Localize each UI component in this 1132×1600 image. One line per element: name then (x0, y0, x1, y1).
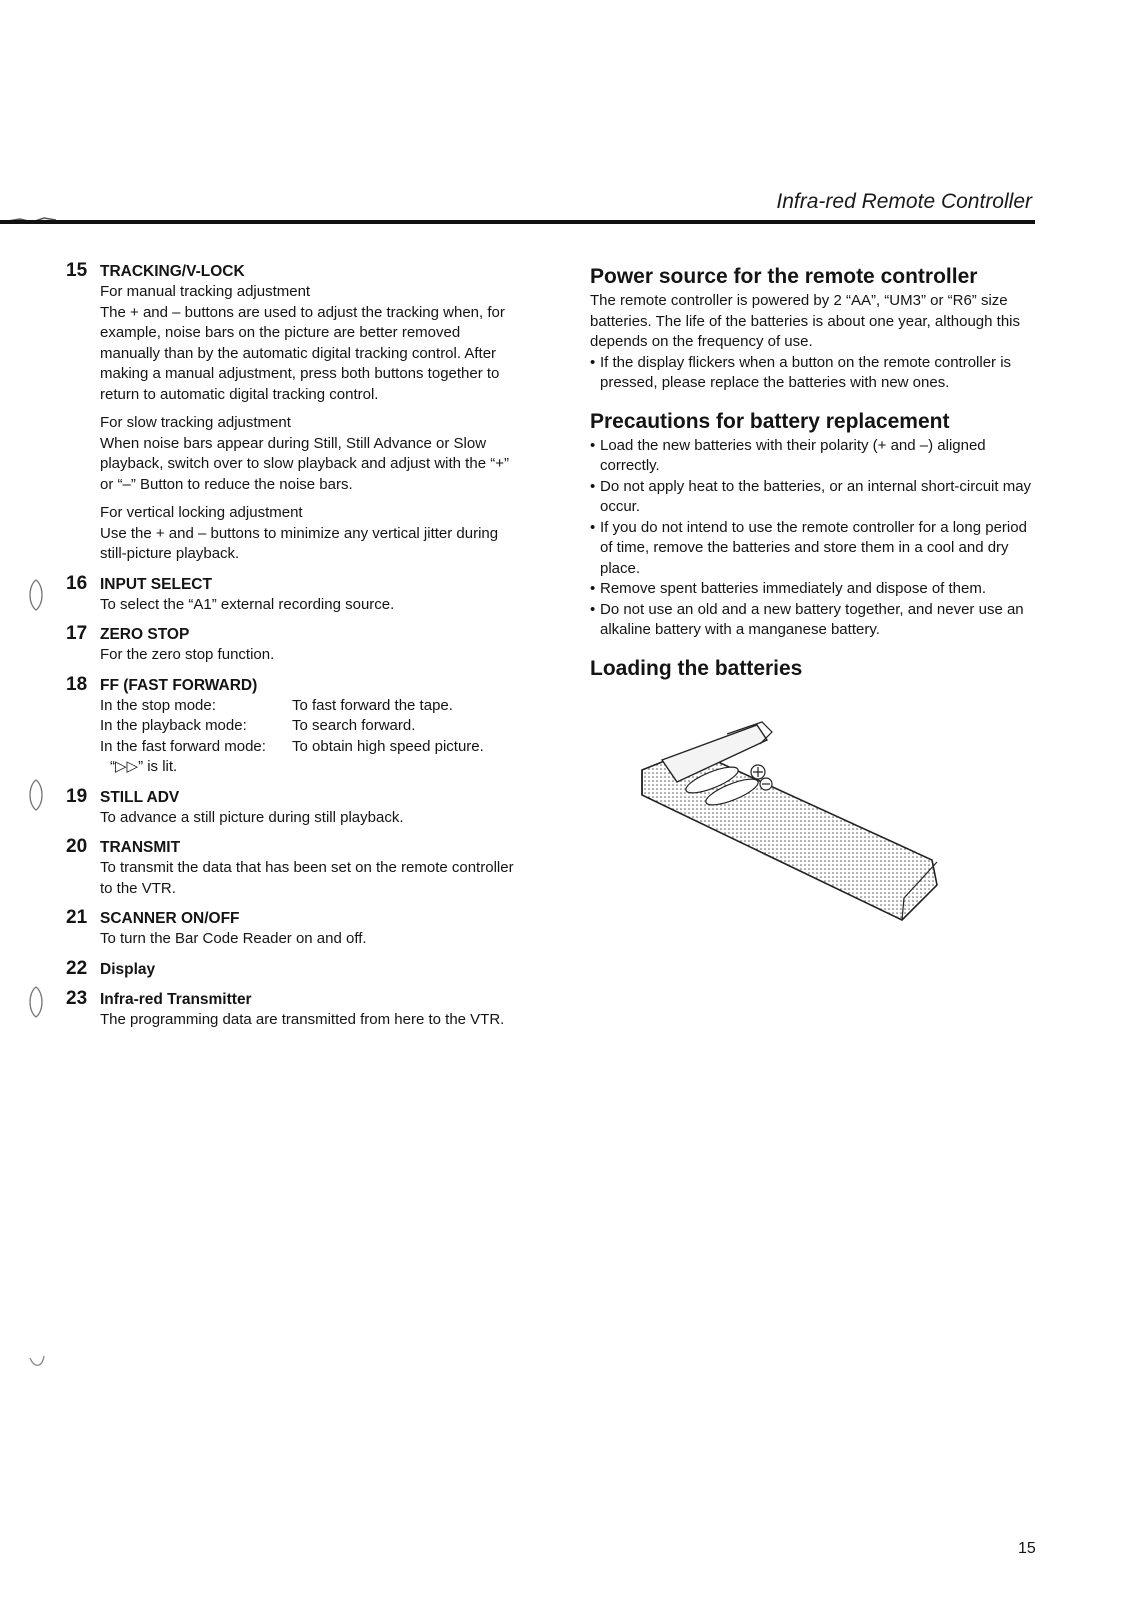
mode-row (100, 696, 516, 717)
item-text: To select the “A1” external recording source. (100, 595, 395, 613)
section-subtitle: For slow tracking adjustment (100, 414, 291, 431)
item-transmit (66, 836, 516, 899)
precautions-list (590, 436, 1040, 641)
bullet-text: Do not use an old and a new battery together, and never use an alkaline battery with a manganese battery. (600, 600, 1024, 638)
item-title: TRACKING/V-LOCK (100, 263, 245, 280)
battery-info (590, 265, 1040, 683)
item-text: To turn the Bar Code Reader on and off. (100, 930, 367, 947)
button-descriptions (66, 260, 516, 1038)
page-number: 15 (1018, 1540, 1036, 1557)
header-rule (0, 220, 1035, 224)
power-heading: Power source for the remote controller (590, 265, 978, 288)
precaution-item (590, 436, 1040, 477)
section-text: The + and – buttons are used to adjust the tracking when, for example, noise bars on the picture are better removed manually than by the automatic digital tracking control. After making a manual adjustment, press both buttons together to return to automatic digital tracking control. (100, 303, 505, 403)
item-title: INPUT SELECT (100, 575, 212, 593)
section-subtitle: For manual tracking adjustment (100, 283, 311, 300)
item-display (66, 958, 516, 980)
item-number: 16 (66, 572, 88, 594)
section-text: Use the + and – buttons to minimize any vertical jitter during still-picture playback. (100, 524, 499, 562)
item-number: 18 (66, 673, 88, 695)
bullet-dot: • (590, 353, 596, 371)
item-input-select (66, 573, 516, 616)
remote-controller-illustration (632, 720, 952, 950)
bullet-text: Do not apply heat to the batteries, or an internal short-circuit may occur. (600, 477, 1032, 515)
item-number: 21 (66, 907, 88, 928)
mode-row (100, 716, 516, 737)
bullet-text: If the display flickers when a button on the remote controller is pressed, please replace the batteries with new ones. (600, 353, 1012, 391)
tracking-manual (100, 282, 516, 405)
item-number: 17 (66, 623, 88, 644)
item-zero-stop (66, 623, 516, 666)
bullet-dot: • (590, 518, 596, 536)
item-title: STILL ADV (100, 788, 180, 806)
mode-label: In the stop mode: (100, 696, 216, 714)
item-scanner (66, 907, 516, 950)
mode-desc: To search forward. (292, 717, 416, 734)
mode-label: In the fast forward mode: (100, 737, 266, 755)
binding-hole-mark (24, 578, 48, 612)
power-text: The remote controller is powered by 2 “AA”, “UM3” or “R6” size batteries. The life of the batteries is about one year, although this depends on the frequency of use. (590, 292, 1020, 350)
item-number: 23 (66, 987, 88, 1009)
item-infrared-transmitter (66, 988, 516, 1031)
item-title: Infra-red Transmitter (100, 990, 252, 1008)
mode-row (100, 737, 516, 758)
item-text: To transmit the data that has been set on the remote controller to the VTR. (100, 859, 514, 897)
item-number: 19 (66, 785, 88, 807)
item-tracking (66, 260, 516, 565)
item-title: Display (100, 960, 156, 978)
bullet-dot: • (590, 477, 596, 495)
loading-heading: Loading the batteries (590, 656, 803, 680)
power-section (590, 291, 1040, 394)
bullet-text: Remove spent batteries immediately and dispose of them. (600, 580, 987, 597)
tracking-vertical (100, 503, 516, 565)
bullet-dot: • (590, 600, 596, 618)
bullet-text: Load the new batteries with their polarity (+ and –) aligned correctly. (600, 436, 986, 474)
mode-desc: To obtain high speed picture. (292, 737, 484, 755)
ff-note: “▷▷” is lit. (110, 758, 178, 775)
item-text: The programming data are transmitted from here to the VTR. (100, 1010, 505, 1028)
item-title: ZERO STOP (100, 626, 190, 643)
item-title: FF (FAST FORWARD) (100, 676, 258, 694)
precaution-item (590, 477, 1040, 518)
bullet-text: If you do not intend to use the remote controller for a long period of time, remove the batteries and store them in a cool and dry place. (600, 518, 1027, 577)
section-text: When noise bars appear during Still, Still Advance or Slow playback, switch over to slow playback and adjust with the “+” or “–” Button to reduce the noise bars. (100, 434, 509, 493)
item-title: TRANSMIT (100, 839, 181, 856)
mode-label: In the playback mode: (100, 717, 247, 734)
item-text: For the zero stop function. (100, 646, 275, 663)
page-header-title: Infra-red Remote Controller (776, 190, 1032, 213)
bullet-dot: • (590, 436, 596, 454)
item-text: To advance a still picture during still playback. (100, 808, 404, 826)
bullet-dot: • (590, 580, 596, 597)
precaution-item (590, 600, 1040, 641)
binding-hole-mark (24, 985, 48, 1019)
precautions-heading: Precautions for battery replacement (590, 409, 950, 433)
item-title: SCANNER ON/OFF (100, 910, 240, 927)
item-number: 20 (66, 836, 88, 857)
precaution-item (590, 518, 1040, 580)
item-number: 15 (66, 260, 88, 281)
mode-desc: To fast forward the tape. (292, 696, 453, 714)
binding-hole-mark (24, 1338, 48, 1372)
item-still-adv (66, 786, 516, 829)
precaution-item (590, 579, 1040, 600)
binding-hole-mark (24, 778, 48, 812)
power-bullet (590, 353, 1040, 394)
section-subtitle: For vertical locking adjustment (100, 504, 303, 521)
item-fast-forward (66, 674, 516, 778)
tracking-slow (100, 413, 516, 495)
item-number: 22 (66, 957, 88, 979)
